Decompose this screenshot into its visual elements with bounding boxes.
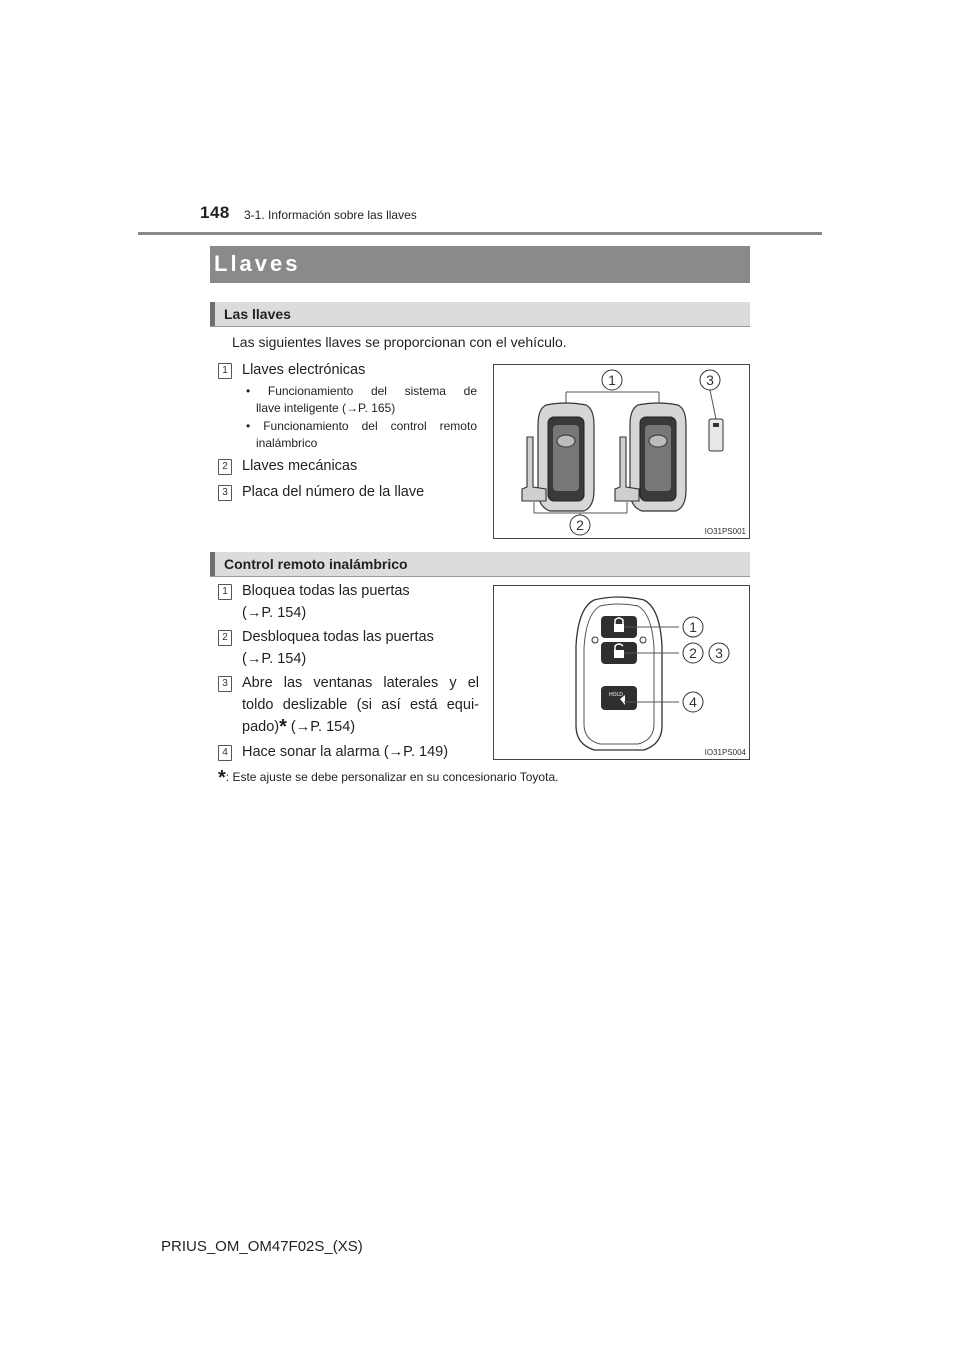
callout-3 <box>700 370 720 390</box>
footnote <box>218 767 558 790</box>
item-mechanical-keys: Llaves mecánicas <box>242 458 358 474</box>
keys-intro: Las siguientes llaves se proporcionan con el vehículo. <box>232 334 567 350</box>
footnote-asterisk: * <box>218 767 226 789</box>
callout-2 <box>570 515 590 535</box>
panic-button-illustration <box>601 686 637 710</box>
item-sound-alarm: Hace sonar la alarma (→P. 149) <box>242 744 449 760</box>
svg-text:1: 1 <box>689 619 697 635</box>
figure-code: IO31PS004 <box>704 748 746 757</box>
remote-figure <box>493 585 750 760</box>
svg-text:HOLD: HOLD <box>609 692 623 698</box>
bullet-remote-line1: • Funcionamiento del control remoto <box>246 419 477 433</box>
document-id: PRIUS_OM_OM47F02S_(XS) <box>161 1238 363 1255</box>
callout-4 <box>683 692 703 712</box>
svg-text:2: 2 <box>576 517 584 533</box>
callout-2 <box>683 643 703 663</box>
item-number-badge: 3 <box>218 485 232 501</box>
callout-1 <box>683 617 703 637</box>
item-number-badge: 1 <box>218 363 232 379</box>
keys-illustration <box>494 365 749 538</box>
item-number-badge: 2 <box>218 630 232 646</box>
item-unlock-all-doors: Desbloquea todas las puertas <box>242 629 434 645</box>
item-open-windows-line3 <box>242 716 355 739</box>
keys-figure <box>493 364 750 539</box>
open-windows-ref: (→P. 154) <box>286 719 356 735</box>
keys-section-heading: Las llaves <box>224 306 291 322</box>
bullet-smart-key-line2: llave inteligente (→P. 165) <box>256 401 396 415</box>
asterisk-mark: * <box>279 716 287 738</box>
svg-text:1: 1 <box>608 372 616 388</box>
bullet-remote-line2: inalámbrico <box>256 436 318 450</box>
item-lock-ref: (→P. 154) <box>242 605 307 621</box>
svg-text:4: 4 <box>689 694 697 710</box>
heading-marker <box>210 552 215 576</box>
keys-section-heading-bar <box>210 302 750 327</box>
chapter-title: Llaves <box>214 251 301 276</box>
item-number-badge: 3 <box>218 676 232 692</box>
item-open-windows-line1: Abre las ventanas laterales y el <box>242 675 479 691</box>
item-number-badge: 4 <box>218 745 232 761</box>
remote-section-heading-bar <box>210 552 750 577</box>
item-open-windows-line2: toldo deslizable (si así está equi- <box>242 697 479 713</box>
header-rule <box>138 232 822 235</box>
page-number: 148 <box>200 203 230 222</box>
callout-1 <box>602 370 622 390</box>
figure-code: IO31PS001 <box>704 527 746 536</box>
heading-marker <box>210 302 215 326</box>
callout-3 <box>709 643 729 663</box>
footnote-text: : Este ajuste se debe personalizar en su concesionario Toyota. <box>225 770 559 784</box>
item-number-badge: 1 <box>218 584 232 600</box>
svg-text:3: 3 <box>715 645 723 661</box>
open-windows-text: pado) <box>242 719 280 735</box>
bullet-smart-key-line1: • Funcionamiento del sistema de <box>246 384 477 398</box>
remote-section-heading: Control remoto inalámbrico <box>224 556 408 572</box>
svg-text:2: 2 <box>689 645 697 661</box>
item-lock-all-doors: Bloquea todas las puertas <box>242 583 410 599</box>
remote-illustration <box>494 586 749 759</box>
section-label: 3-1. Información sobre las llaves <box>244 208 417 222</box>
item-number-badge: 2 <box>218 459 232 475</box>
item-unlock-ref: (→P. 154) <box>242 651 307 667</box>
item-key-number-plate: Placa del número de la llave <box>242 484 425 500</box>
item-electronic-keys: Llaves electrónicas <box>242 362 366 378</box>
svg-text:3: 3 <box>706 372 714 388</box>
